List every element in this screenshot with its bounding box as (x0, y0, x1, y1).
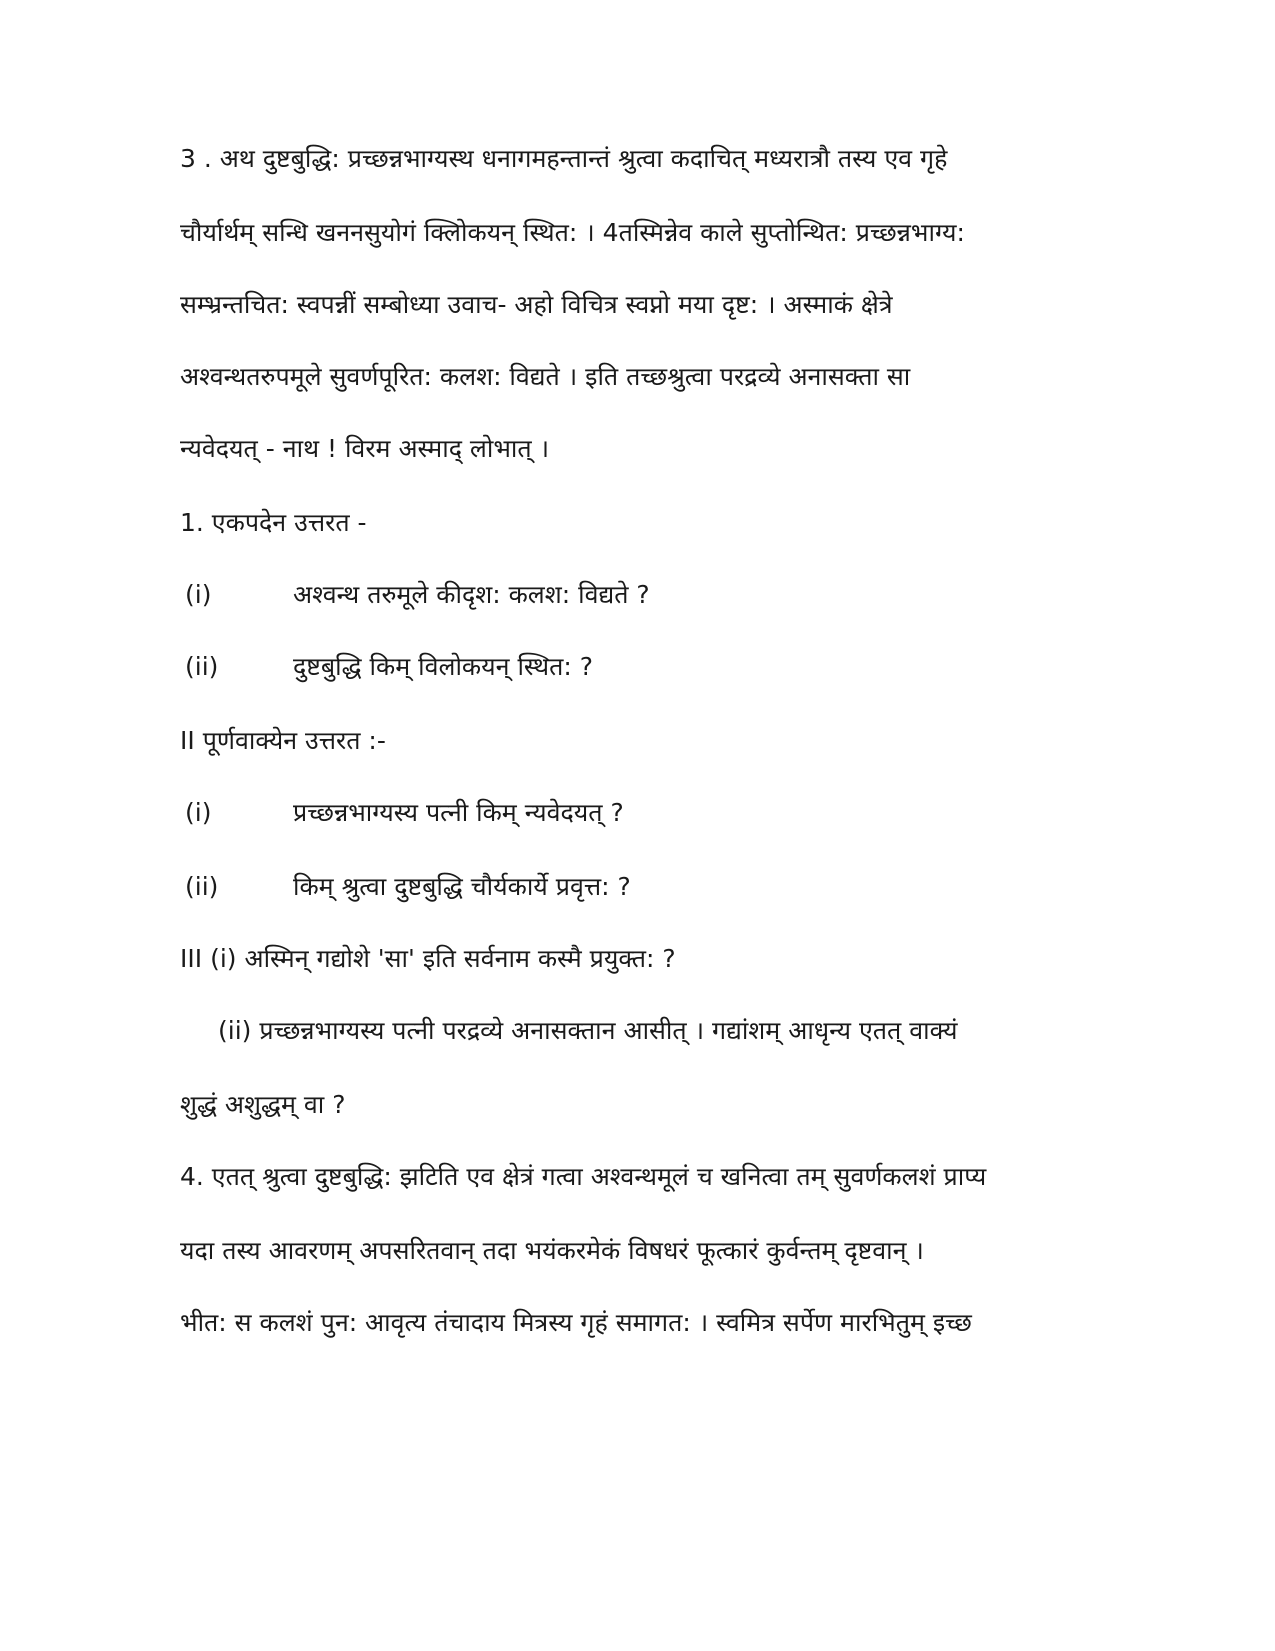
question-text: प्रच्छन्नभाग्यस्य पत्नी किम् न्यवेदयत् ? (293, 798, 624, 827)
passage4-line-2: यदा तस्य आवरणम् अपसरितवान् तदा भयंकरमेकं विषधरं फूत्कारं कुर्वन्तम् दृष्टवान् । (180, 1236, 924, 1265)
question-text: किम् श्रुत्वा दुष्टबुद्धि चौर्यकार्ये प्रवृत्त: ? (293, 872, 631, 901)
passage4-line-1: 4. एतत् श्रुत्वा दुष्टबुद्धि: झटिति एव क्षेत्रं गत्वा अश्वन्थमूलं च खनित्वा तम् सुवर्णकलशं प्राप्य (180, 1162, 987, 1191)
section2-question-2 (185, 870, 1085, 904)
question-number: (i) (185, 798, 212, 827)
question-number: (ii) (185, 872, 219, 901)
passage3-line-5: न्यवेदयत् - नाथ ! विरम अस्माद् लोभात् । (180, 434, 550, 463)
passage3-line-2: चौर्यार्थम् सन्धि खननसुयोगं क्लिोकयन् स्थित: । 4तस्मिन्नेव काले सुप्तोन्थित: प्रच्छन्नभाग्य: (180, 218, 965, 247)
section1-heading: 1. एकपदेन उत्तरत - (180, 508, 367, 537)
passage4-line-3: भीत: स कलशं पुन: आवृत्य तंचादाय मित्रस्य गृहं समागत: । स्वमित्र सर्पेण मारभितुम् इच्छ (180, 1308, 972, 1337)
section3-line-2: (ii) प्रच्छन्नभाग्यस्य पत्नी परद्रव्ये अनासक्तान आसीत् । गद्यांशम् आधृन्य एतत् वाक्यं (218, 1016, 958, 1045)
question-text: अश्वन्थ तरुमूले कीदृश: कलश: विद्यते ? (293, 580, 650, 609)
passage3-line-1: 3 . अथ दुष्टबुद्धि: प्रच्छन्नभाग्यस्थ धनागमहन्तान्तं श्रुत्वा कदाचित् मध्यरात्रौ तस्य एव गृहे (180, 144, 948, 173)
section3-line-3: शुद्धं अशुद्धम् वा ? (180, 1090, 346, 1119)
section1-question-2 (185, 650, 1085, 684)
section1-question-1 (185, 578, 1085, 612)
question-number: (ii) (185, 652, 219, 681)
question-number: (i) (185, 580, 212, 609)
section3-line-1: III (i) अस्मिन् गद्योशे 'सा' इति सर्वनाम कस्मै प्रयुक्त: ? (180, 944, 676, 973)
passage3-line-4: अश्वन्थतरुपमूले सुवर्णपूरित: कलश: विद्यते । इति तच्छश्रुत्वा परद्रव्ये अनासक्ता सा (180, 362, 911, 391)
passage3-line-3: सम्भ्रन्तचित: स्वपन्नीं सम्बोध्या उवाच- अहो विचित्र स्वप्नो मया दृष्ट: । अस्माकं क्षेत्रे (180, 290, 893, 319)
question-text: दुष्टबुद्धि किम् विलोकयन् स्थित: ? (293, 652, 594, 681)
section2-heading: II पूर्णवाक्येन उत्तरत :- (180, 726, 386, 755)
section2-question-1 (185, 796, 1085, 830)
